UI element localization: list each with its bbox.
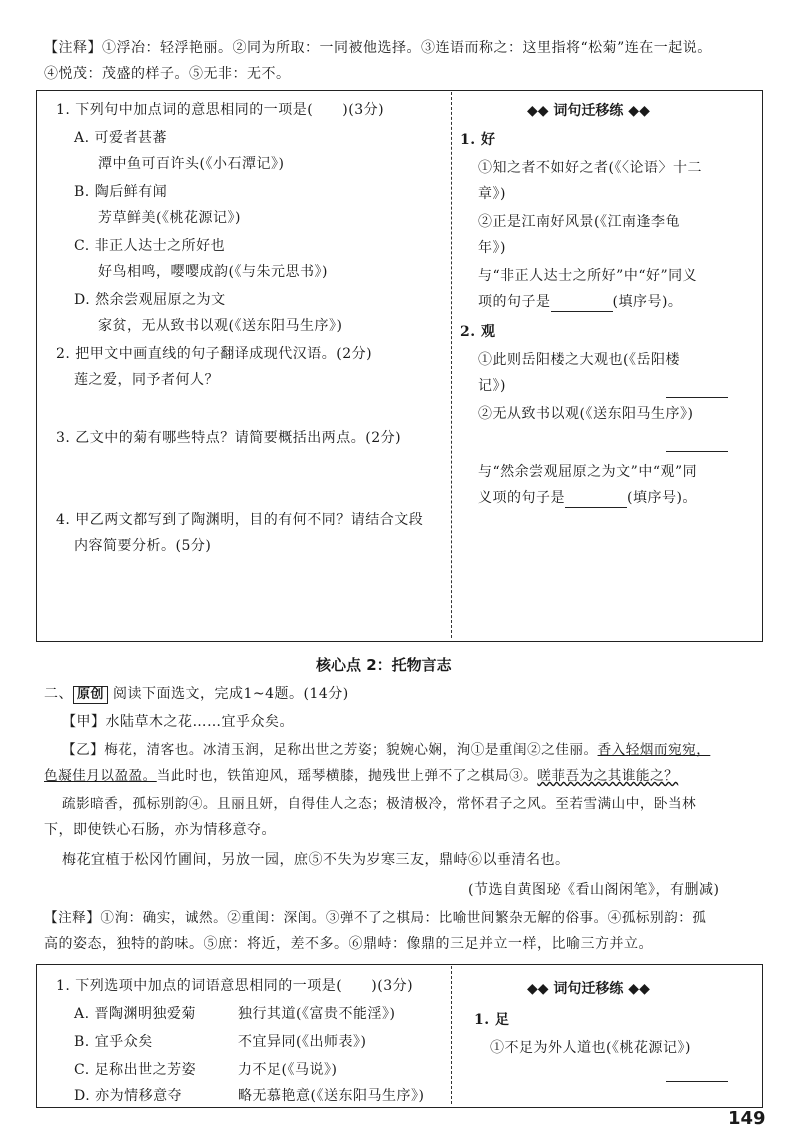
side-1-item-3a: ①此则岳阳楼之大观也(《岳阳楼 [478, 352, 680, 368]
answer-line[interactable] [666, 396, 728, 398]
side-1-item-4a: ②无从致书以观(《送东阳马生序》) [478, 406, 694, 422]
side-1-task-2b: 义项的句子是 (填序号)。 [478, 490, 697, 506]
q1-stem: 1. 下列句中加点词的意思相同的一项是( )(3分) [56, 102, 385, 118]
note-2-line-1: 【注释】①洵：确实，诚然。②重闺：深闺。③弹不了之棋局：比喻世间繁杂无解的俗事。④孤标别韵：孤 [44, 910, 707, 926]
passage-paragraph-2b: 下，即使铁心石肠，亦为情移意夺。 [44, 822, 276, 838]
side-1-heading-hao: 1. 好 [460, 132, 496, 148]
side-1-item-3b: 记》) [478, 378, 506, 394]
diamond-icon: ◆◆ [527, 981, 554, 997]
b2-option-b: B. 宜乎众矣 [74, 1034, 153, 1050]
q1-option-c-ref: 好鸟相鸣，嘤嘤成韵(《与朱元思书》) [98, 264, 328, 280]
b2-option-d-ref: 略无慕艳意(《送东阳马生序》) [238, 1088, 425, 1104]
side-1-item-2b: 年》) [478, 240, 506, 256]
answer-blank[interactable] [565, 493, 627, 508]
passage-source: (节选自黄图珌《看山阁闲笔》，有删减) [468, 882, 720, 898]
side-1-task-2a: 与“然余尝观屈原之为文”中“观”同 [478, 464, 698, 480]
underlined-sentence: 色凝佳月以盈盈。 [44, 768, 157, 784]
answer-line[interactable] [666, 1080, 728, 1082]
section-2-intro: 二、 原创 阅读下面选文，完成1~4题。(14分) [44, 686, 349, 702]
original-tag: 原创 [73, 686, 108, 704]
side-1-item-1a: ①知之者不如好之者(《〈论语〉十二 [478, 160, 702, 176]
side-1-item-2a: ②正是江南好风景(《江南逢李龟 [478, 214, 680, 230]
side-2-item-1: ①不足为外人道也(《桃花源记》) [490, 1040, 691, 1056]
side-2-title: ◆◆ 词句迁移练 ◆◆ [527, 981, 650, 997]
b2-option-b-ref: 不宜异同(《出师表》) [238, 1034, 367, 1050]
diamond-icon: ◆◆ [623, 103, 650, 119]
box-2-divider [451, 966, 452, 1104]
q1-option-c: C. 非正人达士之所好也 [74, 238, 226, 254]
q1-option-b: B. 陶后鲜有闻 [74, 184, 168, 200]
q1-option-d: D. 然余尝观屈原之为文 [74, 292, 226, 308]
q1-option-b-ref: 芳草鲜美(《桃花源记》) [98, 210, 241, 226]
answer-line[interactable] [666, 450, 728, 452]
note-line-2: ④悦茂：茂盛的样子。⑤无非：无不。 [44, 66, 291, 82]
side-1-item-1b: 章》) [478, 186, 506, 202]
side-1-heading-guan: 2. 观 [460, 324, 496, 340]
passage-jia: 【甲】水陆草木之花……宜乎众矣。 [62, 714, 294, 730]
b2-option-a-ref: 独行其道(《富贵不能淫》) [238, 1006, 396, 1022]
diamond-icon: ◆◆ [527, 103, 554, 119]
side-1-task-1a: 与“非正人达士之所好”中“好”同义 [478, 268, 698, 284]
note-line-1: 【注释】①浮冶：轻浮艳丽。②同为所取：一同被他选择。③连语而称之：这里指将“松菊”连在一起说。 [44, 40, 712, 56]
box-1-divider [451, 92, 452, 638]
b2-q1-stem: 1. 下列选项中加点的词语意思相同的一项是( )(3分) [56, 978, 414, 994]
q2-stem: 2. 把甲文中画直线的句子翻译成现代汉语。(2分) [56, 346, 373, 362]
b2-option-a: A. 晋陶渊明独爱菊 [74, 1006, 197, 1022]
passage-paragraph-2a: 疏影暗香，孤标别韵④。且丽且妍，自得佳人之态；极清极冷，常怀君子之风。至若雪满山中，卧当林 [62, 796, 697, 812]
page-number: 149 [728, 1108, 766, 1129]
side-1-task-1b: 项的句子是 (填序号)。 [478, 294, 683, 310]
q1-option-a: A. 可爱者甚蕃 [74, 130, 168, 146]
b2-option-c: C. 足称出世之芳姿 [74, 1062, 197, 1078]
q1-option-a-ref: 潭中鱼可百许头(《小石潭记》) [98, 156, 285, 172]
b2-option-c-ref: 力不足(《马说》) [238, 1062, 338, 1078]
note-2-line-2: 高的姿态，独特的韵味。⑤庶：将近，差不多。⑥鼎峙：像鼎的三足并立一样，比喻三方并立。 [44, 936, 653, 952]
passage-paragraph-3: 梅花宜植于松冈竹圃间，另放一园，庶⑤不失为岁寒三友，鼎峙⑥以垂清名也。 [62, 852, 570, 868]
b2-option-d: D. 亦为情移意夺 [74, 1088, 183, 1104]
q4-stem-line-1: 4. 甲乙两文都写到了陶渊明，目的有何不同？请结合文段 [56, 512, 424, 528]
wavy-underlined-sentence: 嗟菲吾为之其谁能之？ [537, 768, 679, 784]
q4-stem-line-2: 内容简要分析。(5分) [74, 538, 212, 554]
q2-sentence: 莲之爱，同予者何人？ [74, 372, 219, 388]
answer-blank[interactable] [551, 297, 613, 312]
passage-yi-line-2: 色凝佳月以盈盈。当此时也，铁笛迎风，瑶琴横膝，抛残世上弹不了之棋局③。嗟菲吾为之其谁能之？ [44, 768, 679, 784]
side-2-heading-zu: 1. 足 [474, 1012, 510, 1028]
underlined-sentence: 香入轻烟而宛宛， [597, 742, 711, 758]
section-2-title: 核心点 2：托物言志 [316, 656, 452, 674]
passage-yi-line-1: 【乙】梅花，清客也。冰清玉润，足称出世之芳姿；貌婉心娴，洵①是重闺②之佳丽。香入轻烟而宛宛， [62, 742, 711, 758]
side-1-title: ◆◆ 词句迁移练 ◆◆ [527, 103, 650, 119]
q3-stem: 3. 乙文中的菊有哪些特点？请简要概括出两点。(2分) [56, 430, 402, 446]
q1-option-d-ref: 家贫，无从致书以观(《送东阳马生序》) [98, 318, 343, 334]
diamond-icon: ◆◆ [623, 981, 650, 997]
